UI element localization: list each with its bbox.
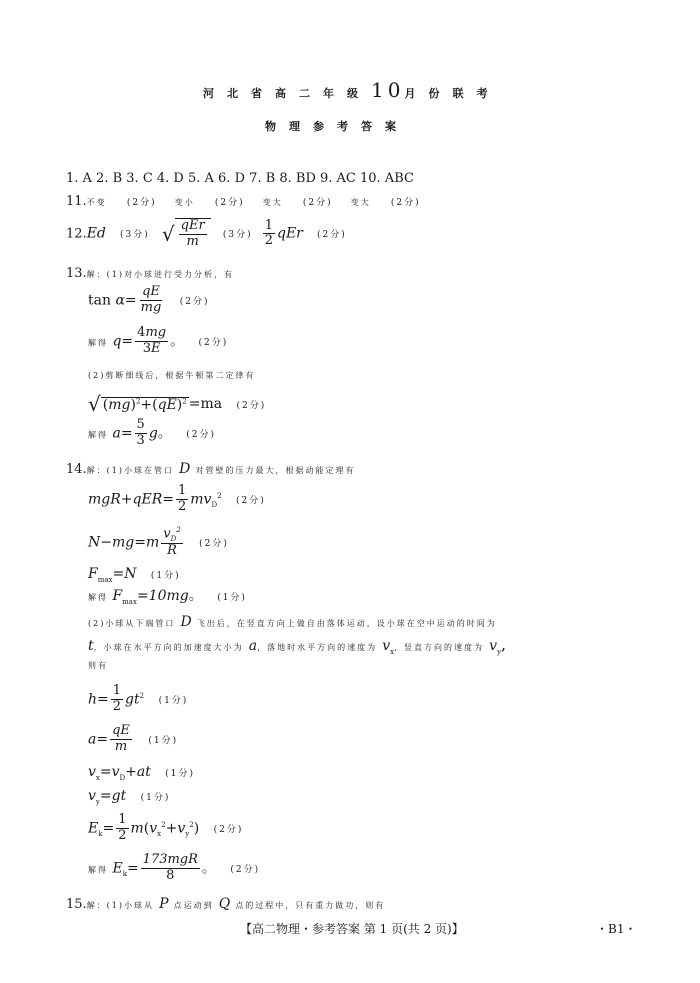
q14-eq-fmax-result: 解得 $F_{max}=10mg$。 (1分) bbox=[88, 588, 247, 606]
title-text: 河北省高二年级 bbox=[203, 87, 371, 100]
q14-eq-n: N−mg=m $\frac{v_D^2}{R}$ (2分) bbox=[88, 526, 229, 558]
q14-eq-a: a= $\frac{qE}{m}$ (1分) bbox=[88, 723, 179, 754]
q12-answer: 12.Ed (3分) √ $\frac{\text{qEr}}{m}$ (3分) $\frac{1}{2}$ qEr (2分) bbox=[66, 217, 347, 249]
q15-line1: 15.解：(1)小球从 P 点运动到 Q 点的过程中，只有重力做功，则有 bbox=[66, 896, 386, 912]
page-footer: 【高二物理・参考答案 第 1 页(共 2 页)】 bbox=[240, 922, 464, 936]
q13-eq-tan: tan α= $\frac{qE}{mg}$ (2分) bbox=[88, 284, 210, 315]
q13-line1: 13.解：(1)对小球进行受力分析，有 bbox=[66, 266, 235, 281]
q14-eq-vy: $v_y=gt$ (1分) bbox=[88, 788, 171, 806]
q14-line1: 14.解：(1)小球在管口 D 对管壁的压力最大，根据动能定理有 bbox=[66, 461, 356, 477]
q13-eq-newton: √ (mg)$^2$+(qE)$^2$ =ma (2分) bbox=[88, 392, 267, 416]
q14-eq-h: h= $\frac{1}{2}$ $gt^2$ (1分) bbox=[88, 683, 189, 714]
q11-answer: 11.不变 (2分) 变小 (2分) 变大 (2分) 变大 (2分) bbox=[66, 194, 421, 209]
page-code: ・B1・ bbox=[596, 922, 637, 936]
answers-1-10: 1. A 2. B 3. C 4. D 5. A 6. D 7. B 8. BD 9. AC 10. ABC bbox=[66, 171, 414, 186]
q13-eq-a: 解得 a= $\frac{5}{3}$ g。 (2分) bbox=[88, 417, 216, 448]
q13-line3: (2)剪断细线后，根据牛顿第二定律有 bbox=[88, 371, 256, 380]
q14-eq-fmax: $F_{max}=N$ (1分) bbox=[88, 566, 181, 584]
q14-eq-ek: $E_k=$ $\frac{1}{2}$ $m(v_x^2+v_y^2)$ (2分) bbox=[88, 812, 244, 843]
page-subtitle: 物理参考答案 bbox=[265, 120, 409, 133]
title-month-number: 10 bbox=[371, 78, 405, 102]
q14-eq-vx: $v_x=v_D+at$ (1分) bbox=[88, 764, 196, 782]
page-title bbox=[203, 80, 500, 100]
q14-eq-energy: mgR+qER= $\frac{1}{2}$ $mv_D^2$ (2分) bbox=[88, 483, 266, 514]
q13-eq-q: 解得 q= $\frac{4mg}{3E}$ 。 (2分) bbox=[88, 325, 229, 356]
q14-line5: (2)小球从下端管口 D 飞出后，在竖直方向上做自由落体运动，设小球在空中运动的时间为 bbox=[88, 614, 497, 630]
q14-line6: t，小球在水平方向的加速度大小为 a，落地时水平方向的速度为 $v_x$，竖直方向的速度为 $v_y$, bbox=[88, 635, 507, 657]
title-text-post: 月份联考 bbox=[404, 87, 501, 100]
q14-eq-ek-result: 解得 $E_k=$ $\frac{\text{173mgR}}{8}$ 。 (2分) bbox=[88, 852, 261, 883]
q14-line7: 则有 bbox=[88, 661, 108, 670]
